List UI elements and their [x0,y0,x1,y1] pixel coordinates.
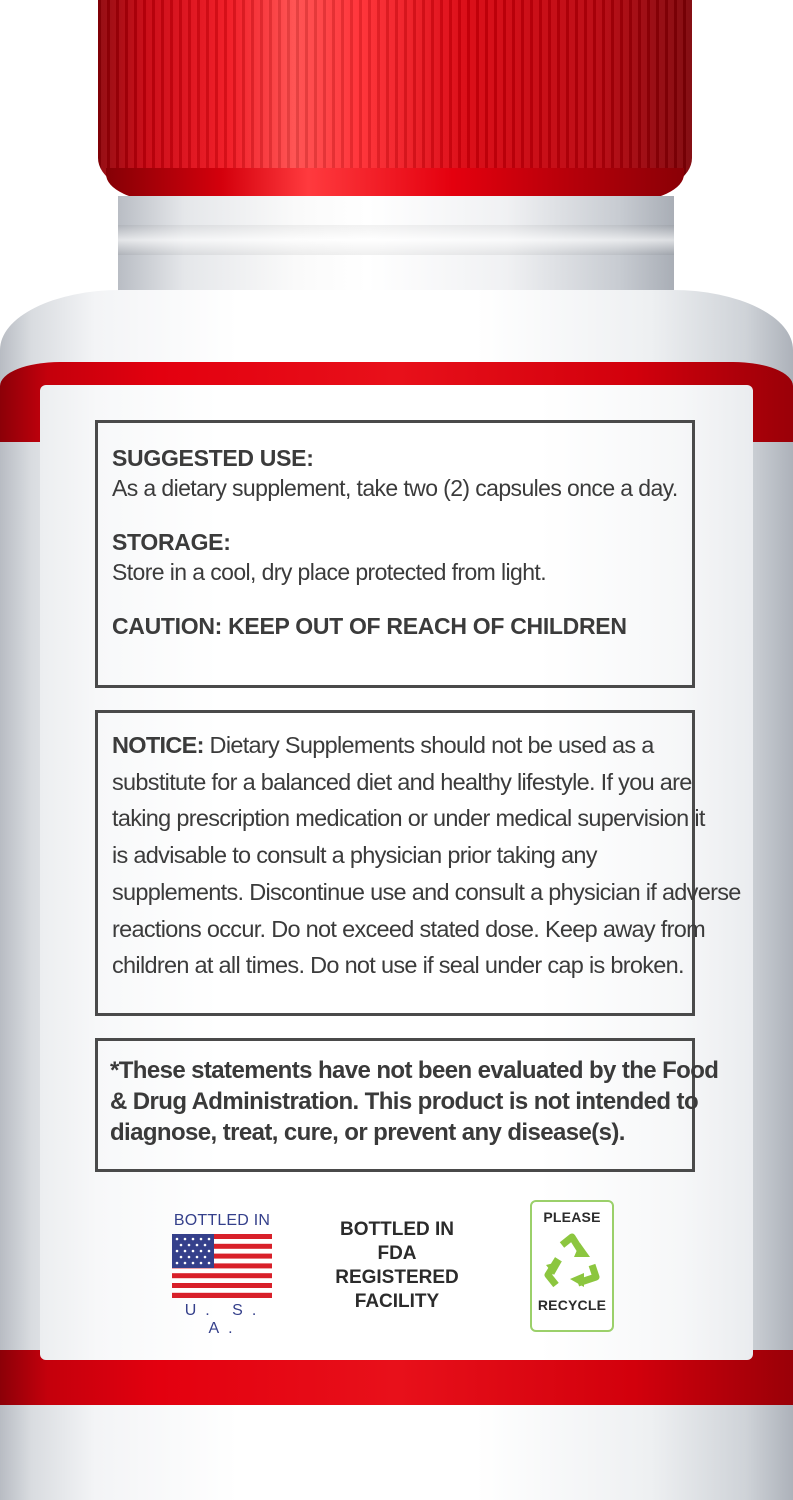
notice-line: substitute for a balanced diet and healthy lifestyle. If you are [112,768,692,795]
recycle-text: RECYCLE [537,1297,607,1313]
fda-registered-badge [322,1218,472,1314]
notice-box [95,710,741,1016]
fda-line: FACILITY [354,1291,440,1312]
bottle-neck-ring [118,225,674,255]
notice-line-text: Dietary Supplements should not be used as a [203,732,654,758]
us-flag-icon [172,1234,272,1298]
storage-heading: STORAGE: [112,529,231,555]
usa-text: U. S. A. [184,1302,266,1337]
disclaimer-line: & Drug Administration. This product is not intended to [110,1088,699,1115]
disclaimer-line: *These statements have not been evaluated by the Food [110,1057,719,1084]
fda-line: REGISTERED [335,1267,459,1288]
storage-text: Store in a cool, dry place protected from light. [112,559,546,585]
notice-heading: NOTICE: [112,732,204,758]
suggested-use-text: As a dietary supplement, take two (2) capsules once a day. [112,475,678,501]
bottled-in-text: BOTTLED IN [173,1212,271,1229]
notice-line: children at all times. Do not use if seal under cap is broken. [112,952,684,979]
fda-line: FDA [377,1243,417,1264]
fda-line: BOTTLED IN [340,1219,454,1240]
disclaimer-line: diagnose, treat, cure, or prevent any disease(s). [110,1119,625,1146]
please-recycle-badge [530,1200,614,1332]
caution-text: CAUTION: KEEP OUT OF REACH OF CHILDREN [112,613,627,639]
notice-line: reactions occur. Do not exceed stated dose. Keep away from [112,915,705,942]
recycle-icon [540,1231,604,1295]
notice-line: taking prescription medication or under medical supervision it [112,805,705,832]
notice-line: is advisable to consult a physician prior taking any [112,842,597,869]
notice-line: supplements. Discontinue use and consult a physician if adverse [112,878,741,905]
bottle-cap [98,0,692,194]
notice-line [112,727,678,764]
bottled-in-usa-badge [170,1212,274,1337]
suggested-use-heading: SUGGESTED USE: [112,445,314,471]
fda-disclaimer-box [95,1038,719,1172]
directions-box [95,420,695,688]
please-text: PLEASE [543,1209,601,1225]
